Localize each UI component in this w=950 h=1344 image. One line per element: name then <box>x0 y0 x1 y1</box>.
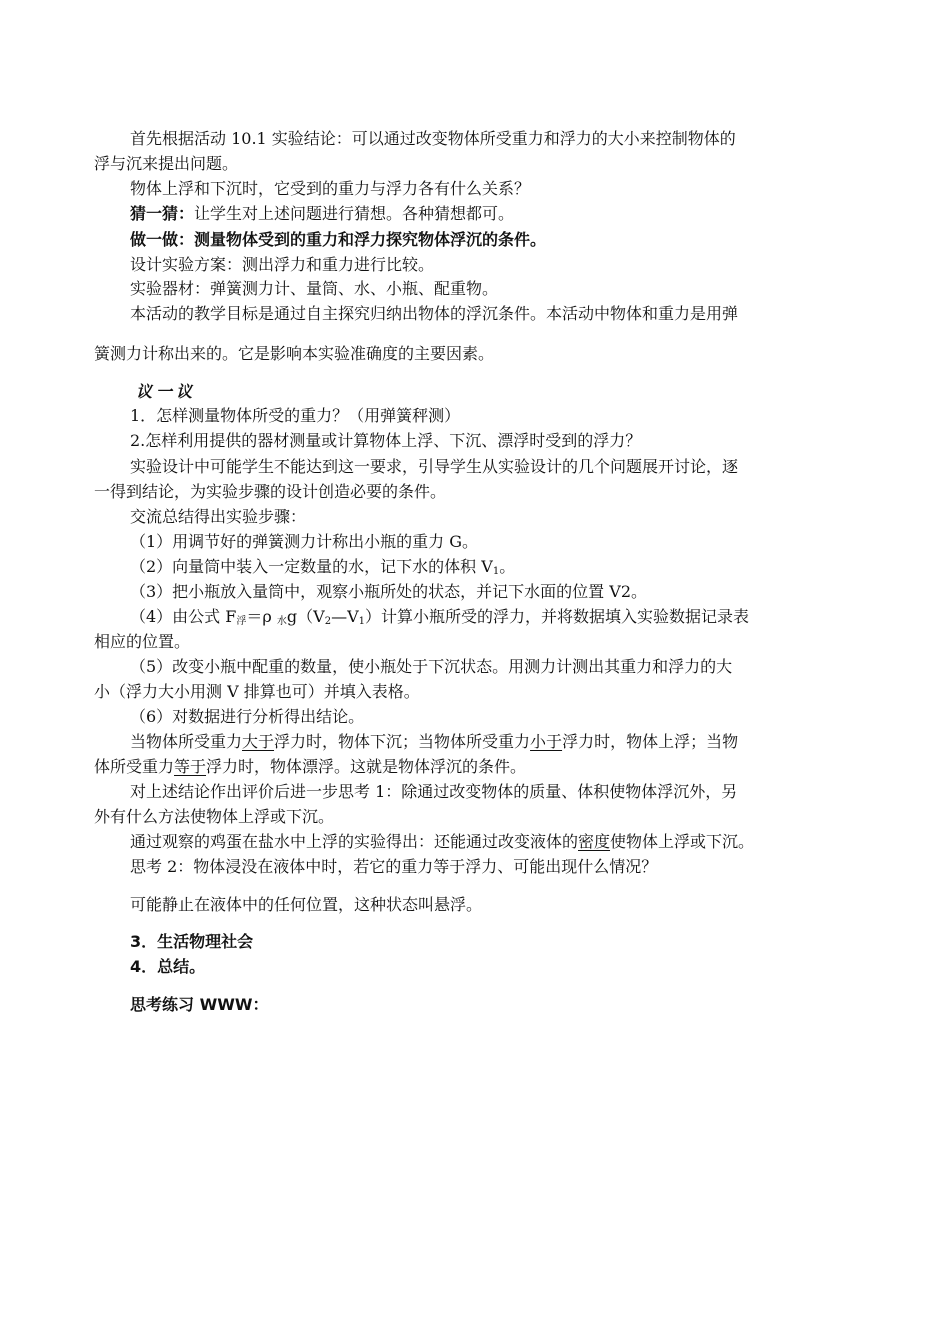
step-4-subscript-shui: 水 <box>276 616 287 627</box>
guess-text: 让学生对上述问题进行猜想。各种猜想都可。 <box>194 204 515 223</box>
step-4-text-b: ＝ρ <box>246 607 277 626</box>
egg-text-b: 使物体上浮或下沉。 <box>610 832 755 851</box>
conclusion-line-2 <box>94 755 526 779</box>
step-2 <box>130 555 515 579</box>
guide-line-1: 实验设计中可能学生不能达到这一要求，引导学生从实验设计的几个问题展开讨论，逐 <box>130 457 739 476</box>
conclusion-text-d: 体所受重力 <box>94 757 175 776</box>
section-4-heading: 4．总结。 <box>130 957 206 976</box>
step-4-line-2: 相应的位置。 <box>94 632 191 651</box>
step-5-line-2: 小（浮力大小用测 V 排算也可）并填入表格。 <box>94 682 420 701</box>
guide-line-2: 一得到结论，为实验步骤的设计创造必要的条件。 <box>94 482 447 501</box>
conclusion-text-c: 浮力时，物体上浮；当物 <box>562 732 739 751</box>
egg-underline-density: 密度 <box>578 832 611 851</box>
think2-line: 思考 2：物体浸没在液体中时，若它的重力等于浮力、可能出现什么情况？ <box>130 857 658 876</box>
section-3-heading: 3．生活物理社会 <box>130 932 254 951</box>
conclusion-line-1 <box>130 730 738 754</box>
step-4-text-a: （4）由公式 F <box>130 607 237 626</box>
conclusion-text-e: 浮力时，物体漂浮。这就是物体浮沉的条件。 <box>206 757 527 776</box>
design-line: 设计实验方案：测出浮力和重力进行比较。 <box>130 255 435 274</box>
think1-line-1: 对上述结论作出评价后进一步思考 1：除通过改变物体的质量、体积使物体浮沉外，另 <box>130 782 738 801</box>
conclusion-underline-greater: 大于 <box>242 732 275 751</box>
step-6: （6）对数据进行分析得出结论。 <box>130 707 365 726</box>
step-2-end: 。 <box>499 557 516 576</box>
suspend-line: 可能静止在液体中的任何位置，这种状态叫悬浮。 <box>130 895 483 914</box>
step-4-subscript-fu: 浮 <box>236 616 247 627</box>
discuss-question-2: 2.怎样利用提供的器材测量或计算物体上浮、下沉、漂浮时受到的浮力？ <box>130 431 642 450</box>
conclusion-underline-equal: 等于 <box>174 757 207 776</box>
discuss-heading: 议一议 <box>136 382 197 401</box>
exercise-heading: 思考练习 WWW： <box>130 995 269 1014</box>
step-4-text-e: ）计算小瓶所受的浮力，并将数据填入实验数据记录表 <box>365 607 750 626</box>
discuss-question-1: 1．怎样测量物体所受的重力？（用弹簧秤测） <box>130 406 461 425</box>
doit-label: 做一做： <box>130 230 195 249</box>
step-4-text-d: —V <box>331 607 359 626</box>
egg-text-a: 通过观察的鸡蛋在盐水中上浮的实验得出：还能通过改变液体的 <box>130 832 579 851</box>
think1-line-2: 外有什么方法使物体上浮或下沉。 <box>94 807 335 826</box>
intro-line-2: 浮与沉来提出问题。 <box>94 154 239 173</box>
intro-line-1: 首先根据活动 10.1 实验结论：可以通过改变物体所受重力和浮力的大小来控制物体的 <box>130 129 736 148</box>
guess-label: 猜一猜： <box>130 204 195 223</box>
question-line: 物体上浮和下沉时，它受到的重力与浮力各有什么关系？ <box>130 179 531 198</box>
doit-text: 测量物体受到的重力和浮力探究物体浮沉的条件。 <box>194 230 547 249</box>
step-3: （3）把小瓶放入量筒中，观察小瓶所处的状态，并记下水面的位置 V2。 <box>130 582 648 601</box>
step-2-subscript: 1 <box>492 566 500 577</box>
conclusion-text-a: 当物体所受重力 <box>130 732 243 751</box>
step-4-subscript-1: 1 <box>358 616 365 627</box>
step-1: （1）用调节好的弹簧测力计称出小瓶的重力 G。 <box>130 532 479 551</box>
doit-paragraph <box>130 228 546 252</box>
step-4-text-c: g（V <box>286 607 325 626</box>
step-4-subscript-2: 2 <box>324 616 332 627</box>
step-2-text: （2）向量筒中装入一定数量的水，记下水的体积 V <box>130 557 493 576</box>
steps-intro: 交流总结得出实验步骤： <box>130 507 307 526</box>
materials-line: 实验器材：弹簧测力计、量筒、水、小瓶、配重物。 <box>130 279 499 298</box>
conclusion-underline-less: 小于 <box>530 732 563 751</box>
conclusion-text-b: 浮力时，物体下沉；当物体所受重力 <box>274 732 531 751</box>
step-5-line-1: （5）改变小瓶中配重的数量，使小瓶处于下沉状态。用测力计测出其重力和浮力的大 <box>130 657 733 676</box>
goal-line-1: 本活动的教学目标是通过自主探究归纳出物体的浮沉条件。本活动中物体和重力是用弹 <box>130 304 739 323</box>
egg-experiment-line <box>130 830 754 854</box>
step-4 <box>130 605 749 629</box>
guess-paragraph <box>130 202 514 226</box>
goal-line-2: 簧测力计称出来的。它是影响本实验准确度的主要因素。 <box>94 344 495 363</box>
